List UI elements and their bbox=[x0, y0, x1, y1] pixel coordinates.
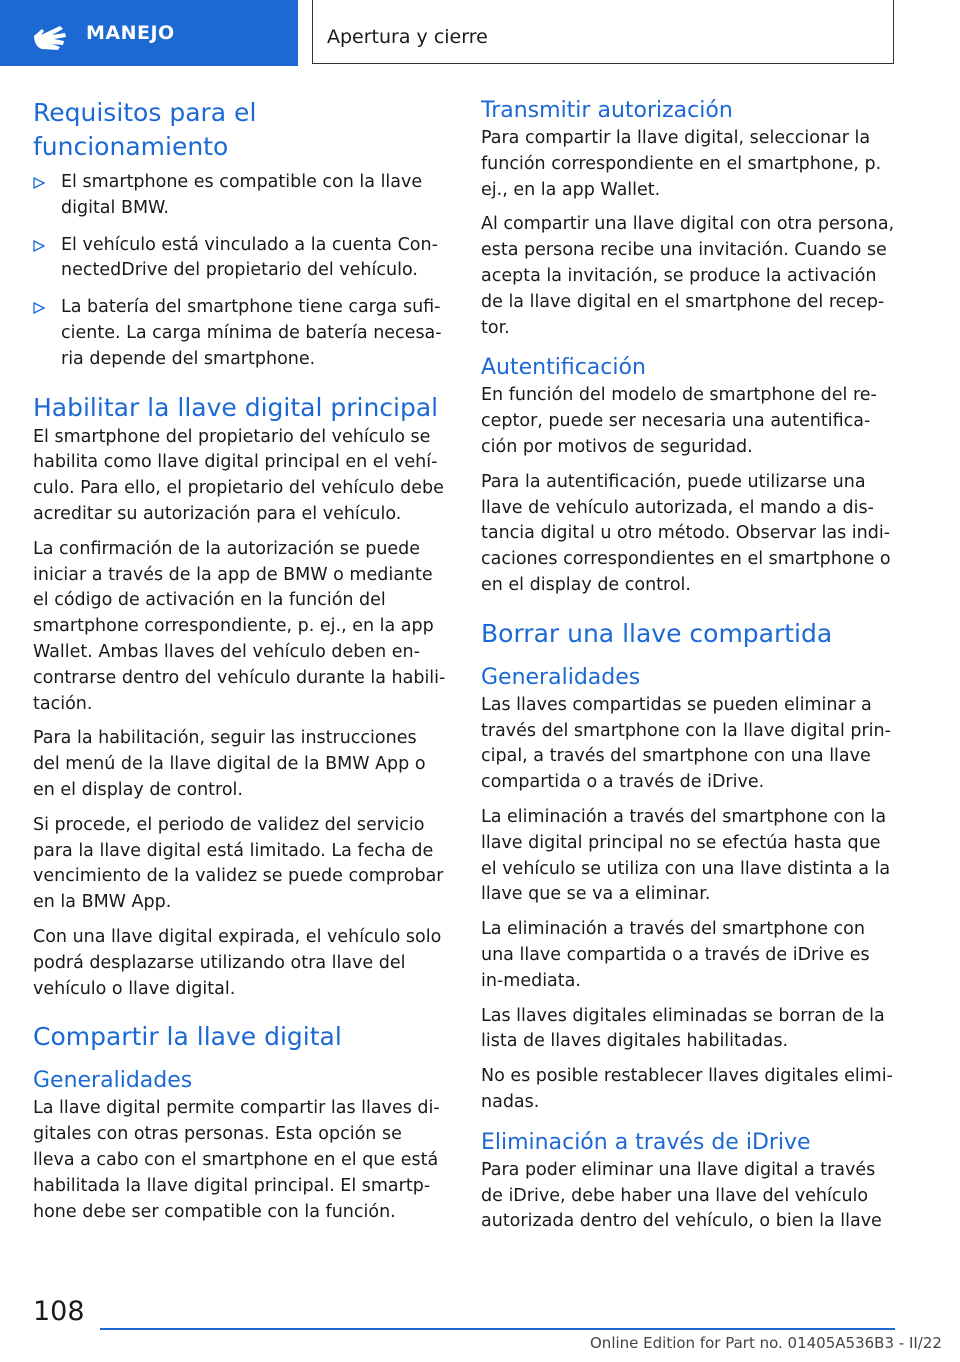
right-column bbox=[481, 96, 895, 1244]
section-label: MANEJO bbox=[86, 22, 175, 44]
paragraph: La eliminación a través del smartphone con la llave digital principal no se efectúa hasta que el vehículo se utiliza con una llave distinta a la llave que se va a eliminar. bbox=[481, 806, 891, 905]
subheading-idrive: Eliminación a través de iDrive bbox=[481, 1129, 811, 1155]
paragraph: La eliminación a través del smartphone con una llave compartida o a través de iDrive es in-mediata. bbox=[481, 919, 870, 991]
triangle-bullet-icon bbox=[33, 302, 45, 314]
chapter-header bbox=[312, 0, 894, 64]
chapter-title: Apertura y cierre bbox=[327, 26, 488, 48]
heading-delete: Borrar una llave compartida bbox=[481, 618, 833, 648]
footer-divider bbox=[100, 1328, 895, 1330]
paragraph: La llave digital permite compartir las llaves di-gitales con otras personas. Esta opción se lleva a cabo con el smartphone en el que está habilitada la llave digital principal. El smartp-hone debe ser compatible con la función. bbox=[33, 1098, 440, 1222]
requirements-list bbox=[33, 170, 447, 373]
pointing-hand-icon bbox=[30, 20, 68, 50]
requirement-text: El vehículo está vinculado a la cuenta Con-nectedDrive del propietario del vehículo. bbox=[61, 234, 438, 281]
subheading-delete-general: Generalidades bbox=[481, 664, 641, 690]
edition-note: Online Edition for Part no. 01405A536B3 - II/22 bbox=[590, 1334, 942, 1352]
requirement-text: La batería del smartphone tiene carga sufi-ciente. La carga mínima de batería necesa-ria depende del smartphone. bbox=[61, 297, 442, 369]
heading-requirements: Requisitos para el funcionamiento bbox=[33, 98, 257, 161]
paragraph: Las llaves digitales eliminadas se borran de la lista de llaves digitales habilitadas. bbox=[481, 1005, 885, 1052]
list-item bbox=[33, 170, 447, 222]
paragraph: Al compartir una llave digital con otra persona, esta persona recibe una invitación. Cuando se acepta la invitación, se produce la activación de la llave digital en el smartphone del recep-tor. bbox=[481, 214, 895, 338]
paragraph: Para poder eliminar una llave digital a través de iDrive, debe haber una llave del vehículo autorizada dentro del vehículo, o bien la llave bbox=[481, 1159, 882, 1232]
requirement-text: El smartphone es compatible con la llave digital BMW. bbox=[61, 172, 423, 218]
paragraph: El smartphone del propietario del vehículo se habilita como llave digital principal en el vehí-culo. Para ello, el propietario del vehículo debe acreditar su autorización para el vehículo. bbox=[33, 426, 444, 524]
left-column bbox=[33, 96, 447, 1234]
heading-share: Compartir la llave digital bbox=[33, 1022, 342, 1052]
paragraph: No es posible restablecer llaves digitales elimi-nadas. bbox=[481, 1066, 893, 1112]
paragraph: Con una llave digital expirada, el vehículo solo podrá desplazarse utilizando otra llave del vehículo o llave digital. bbox=[33, 926, 442, 999]
paragraph: Si procede, el periodo de validez del servicio para la llave digital está limitado. La fecha de vencimiento de la validez se puede comprobar en la BMW App. bbox=[33, 814, 444, 913]
section-tab bbox=[0, 0, 298, 66]
triangle-bullet-icon bbox=[33, 177, 45, 189]
subheading-transmit: Transmitir autorización bbox=[481, 98, 733, 123]
paragraph: Para compartir la llave digital, seleccionar la función correspondiente en el smartphone, p. ej., en la app Wallet. bbox=[481, 128, 882, 200]
subheading-share-general: Generalidades bbox=[33, 1068, 193, 1094]
list-item bbox=[33, 233, 447, 285]
list-item bbox=[33, 295, 447, 372]
heading-enable: Habilitar la llave digital principal bbox=[33, 392, 439, 422]
page-number: 108 bbox=[33, 1296, 85, 1327]
paragraph: La confirmación de la autorización se puede iniciar a través de la app de BMW o mediante el código de activación en la función del smartphone correspondiente, p. ej., en la app Wallet. Ambas llaves del vehículo deben en-contrarse dentro del vehículo durante la habili-tación. bbox=[33, 538, 446, 714]
paragraph: Las llaves compartidas se pueden eliminar a través del smartphone con la llave digital prin-cipal, a través del smartphone con una llave compartida o a través de iDrive. bbox=[481, 694, 891, 793]
paragraph: Para la autentificación, puede utilizarse una llave de vehículo autorizada, el mando a dis-tancia digital u otro método. Observar las indi-caciones correspondientes en el smartphone o en el display de control. bbox=[481, 471, 891, 595]
paragraph: Para la habilitación, seguir las instrucciones del menú de la llave digital de la BMW App o en el display de control. bbox=[33, 728, 426, 800]
subheading-auth: Autentificación bbox=[481, 355, 646, 381]
triangle-bullet-icon bbox=[33, 240, 45, 252]
paragraph: En función del modelo de smartphone del re-ceptor, puede ser necesaria una autentifica-ción por motivos de seguridad. bbox=[481, 385, 877, 457]
